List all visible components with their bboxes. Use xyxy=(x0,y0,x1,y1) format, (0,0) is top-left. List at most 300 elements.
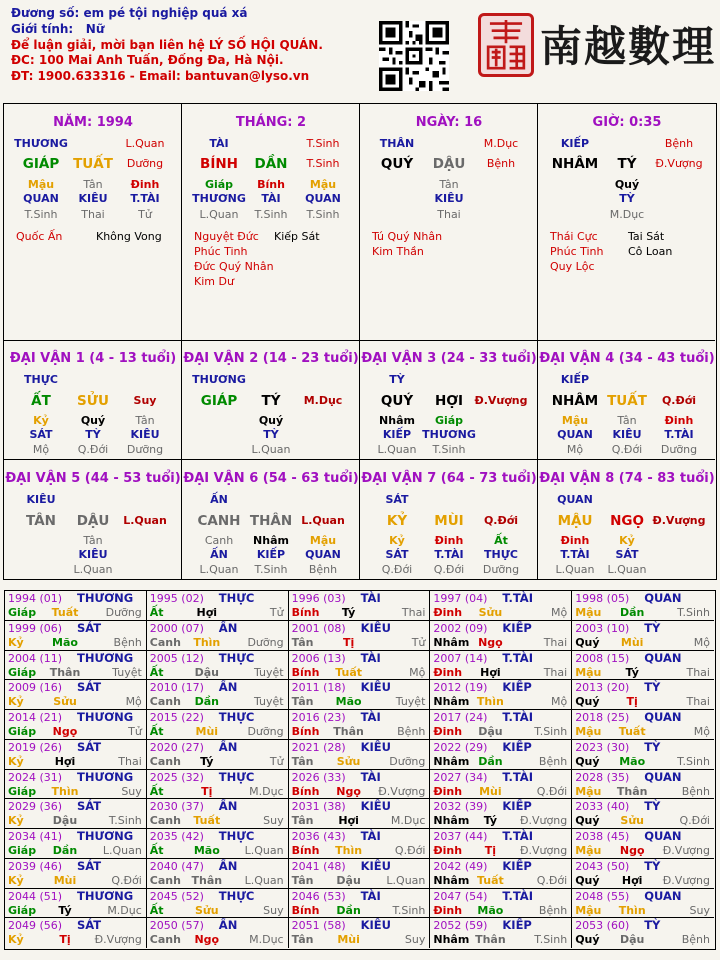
pillar-stem: QUÝ xyxy=(380,156,414,172)
luck-god: KIÊU xyxy=(26,493,56,506)
contact-invite: Để luận giải, mời bạn liên hệ LÝ SỐ HỘI QUÁN. xyxy=(11,37,323,52)
annual-pillar-cell xyxy=(289,680,431,710)
year-stem: Ất xyxy=(149,606,164,619)
hidden-god: KIẾP xyxy=(256,548,286,561)
year-stem: Đinh xyxy=(433,665,463,679)
hidden-stage: Q.Đới xyxy=(77,443,109,456)
annual-pillar-cell xyxy=(289,710,431,740)
year-stem: Giáp xyxy=(8,844,37,857)
hidden-stem: Nhâm xyxy=(379,414,415,427)
year-label: 2023 (30) xyxy=(575,740,630,754)
annual-pillar-cell xyxy=(289,859,431,889)
year-stem: Canh xyxy=(149,933,181,947)
luck-branch: NGỌ xyxy=(610,513,644,529)
pillar-god-right: Bệnh xyxy=(664,137,694,150)
luck-pillar-1 xyxy=(4,341,182,460)
annual-pillar-cell xyxy=(572,621,714,651)
year-stem: Giáp xyxy=(8,903,37,917)
year-ten-god: QUAN xyxy=(644,650,682,665)
hidden-god: QUAN xyxy=(557,428,593,441)
year-stem: Ất xyxy=(149,844,164,857)
annual-pillar-cell xyxy=(5,740,147,770)
annual-pillar-cell xyxy=(147,621,289,651)
hidden-stage: Dưỡng xyxy=(482,563,520,576)
year-stem: Mậu xyxy=(575,844,602,857)
year-stem: Giáp xyxy=(8,725,37,738)
year-branch: Mùi xyxy=(337,933,360,947)
year-branch: Tị xyxy=(342,635,355,649)
year-ten-god: KIÊU xyxy=(360,680,391,695)
year-branch: Tuất xyxy=(335,665,362,679)
year-ten-god: T.TÀI xyxy=(502,888,533,903)
year-label: 2033 (40) xyxy=(575,800,630,814)
luck-stage: L.Quan xyxy=(301,514,345,527)
year-branch: Dậu xyxy=(194,665,219,679)
year-branch: Sửu xyxy=(336,754,361,768)
star-bad: Tai Sát xyxy=(628,230,665,243)
year-ten-god: ẤN xyxy=(218,918,238,933)
luck-branch: HỢI xyxy=(434,393,464,409)
luck-stage: Q.Đới xyxy=(483,514,519,527)
year-stem: Mậu xyxy=(575,725,602,738)
year-stage: Dưỡng xyxy=(247,725,284,738)
year-stem: Quý xyxy=(575,814,600,828)
brand-logo-text: 南越數理 xyxy=(540,22,717,71)
year-stage: Q.Đới xyxy=(679,814,710,828)
year-stem: Bính xyxy=(291,903,320,917)
hidden-god: SÁT xyxy=(385,548,409,561)
year-branch: Mão xyxy=(52,635,78,649)
year-ten-god: SÁT xyxy=(77,918,102,933)
hidden-stem: Quý xyxy=(614,178,640,191)
hidden-stem: Tân xyxy=(83,534,103,547)
year-stage: Suy xyxy=(689,903,710,917)
year-stage: Tử xyxy=(269,754,284,768)
luck-god: THƯƠNG xyxy=(192,373,246,386)
annual-pillar-cell xyxy=(430,829,572,859)
year-stem: Tân xyxy=(291,873,314,887)
year-ten-god: THỰC xyxy=(218,888,255,903)
year-stage: Tuyệt xyxy=(112,665,142,679)
year-label: 2017 (24) xyxy=(433,711,488,724)
year-ten-god: T.TÀI xyxy=(502,650,533,665)
year-branch: Tị xyxy=(201,784,213,798)
luck-title: ĐẠI VẬN 8 (74 - 83 tuổi) xyxy=(539,471,715,486)
annual-pillar-cell xyxy=(572,740,714,770)
luck-title: ĐẠI VẬN 7 (64 - 73 tuổi) xyxy=(361,471,537,486)
year-label: 2022 (29) xyxy=(433,740,488,754)
hidden-stage: L.Quan xyxy=(199,563,239,576)
year-stem: Đinh xyxy=(433,606,463,619)
year-stem: Mậu xyxy=(575,606,602,619)
hidden-stem: Tân xyxy=(439,178,459,191)
year-stem: Quý xyxy=(575,635,600,649)
annual-pillar-cell xyxy=(572,710,714,740)
year-branch: Dần xyxy=(194,695,219,709)
year-ten-god: THỰC xyxy=(218,650,255,665)
year-stage: Dưỡng xyxy=(105,606,142,619)
hidden-stem: Canh xyxy=(204,534,234,547)
hidden-stage: T.Sinh xyxy=(432,443,466,456)
luck-stem: CANH xyxy=(197,513,241,529)
annual-pillar-cell xyxy=(147,799,289,829)
year-branch: Thân xyxy=(333,725,364,738)
pillar-title: THÁNG: 2 xyxy=(235,115,307,130)
year-stem: Canh xyxy=(149,814,181,828)
year-ten-god: TÀI xyxy=(360,650,381,665)
year-label: 2048 (55) xyxy=(575,889,630,903)
hidden-god: SÁT xyxy=(29,428,53,441)
year-label: 2012 (19) xyxy=(433,681,488,695)
luck-pillar-8 xyxy=(538,460,715,579)
year-stem: Mậu xyxy=(575,665,602,679)
year-branch: Sửu xyxy=(53,695,77,709)
year-ten-god: KIÊU xyxy=(360,620,391,635)
luck-pillar-3 xyxy=(360,341,538,460)
year-branch: Dậu xyxy=(336,873,361,887)
annual-pillar-cell xyxy=(5,889,147,919)
year-stem: Canh xyxy=(149,754,181,768)
pillar-god-left: THÂN xyxy=(379,137,415,150)
luck-stage: Đ.Vượng xyxy=(652,514,706,527)
hidden-stage: M.Dục xyxy=(609,208,645,221)
year-label: 2039 (46) xyxy=(8,859,63,873)
year-stage: T.Sinh xyxy=(392,903,426,917)
annual-pillar-cell xyxy=(5,621,147,651)
year-stage: Q.Đới xyxy=(111,873,142,887)
year-stem: Tân xyxy=(291,933,314,947)
year-stage: Thai xyxy=(543,665,568,679)
year-branch: Thìn xyxy=(335,844,363,857)
year-branch: Ngọ xyxy=(619,844,645,857)
year-branch: Ngọ xyxy=(336,784,361,798)
year-ten-god: T.TÀI xyxy=(502,710,533,724)
annual-pillar-cell xyxy=(430,740,572,770)
year-stage: T.Sinh xyxy=(677,754,710,768)
year-stem: Nhâm xyxy=(433,814,470,828)
year-label: 2052 (59) xyxy=(433,919,488,933)
year-stem: Giáp xyxy=(8,606,37,619)
year-label: 2031 (38) xyxy=(291,800,346,814)
year-branch: Tý xyxy=(58,903,72,917)
annual-pillar-cell xyxy=(5,591,147,621)
year-stage: M.Dục xyxy=(107,903,142,917)
year-stem: Canh xyxy=(149,635,181,649)
year-label: 2043 (50) xyxy=(575,859,630,873)
year-ten-god: SÁT xyxy=(77,739,102,754)
year-ten-god: KIÊU xyxy=(360,918,391,933)
year-stem: Đinh xyxy=(433,725,463,738)
hidden-god: KIÊU xyxy=(78,192,108,205)
year-label: 2029 (36) xyxy=(8,800,63,814)
hidden-god: SÁT xyxy=(615,548,639,561)
luck-stem: NHÂM xyxy=(551,393,599,409)
year-ten-god: KIẾP xyxy=(502,799,532,814)
year-branch: Thìn xyxy=(476,695,504,709)
annual-pillar-cell xyxy=(147,918,289,948)
hidden-stem: Đinh xyxy=(560,534,590,547)
hidden-god: KIÊU xyxy=(612,428,642,441)
hidden-stage: L.Quan xyxy=(607,563,647,576)
year-stage: Bệnh xyxy=(681,784,710,798)
year-stage: Bệnh xyxy=(538,903,568,917)
year-ten-god: QUAN xyxy=(644,591,682,605)
year-label: 2019 (26) xyxy=(8,740,63,754)
luck-god: THỰC xyxy=(24,373,58,386)
hidden-stage: Dưỡng xyxy=(660,443,698,456)
pillar-stem: GIÁP xyxy=(22,156,60,172)
annual-pillar-cell xyxy=(572,799,714,829)
year-stage: Dưỡng xyxy=(247,635,284,649)
year-ten-god: THỰC xyxy=(218,591,255,605)
annual-pillar-cell xyxy=(5,799,147,829)
luck-branch: TUẤT xyxy=(607,393,647,409)
pillar-title: NGÀY: 16 xyxy=(415,115,483,130)
year-branch: Mùi xyxy=(53,873,77,887)
year-stage: Suy xyxy=(404,933,426,947)
year-branch: Ngọ xyxy=(478,635,503,649)
hidden-stage: Tử xyxy=(138,208,152,221)
year-label: 2026 (33) xyxy=(291,770,346,784)
hidden-stem: Mậu xyxy=(561,414,589,427)
year-stem: Tân xyxy=(291,754,314,768)
year-stage: Đ.Vượng xyxy=(94,933,142,947)
pillar-title: GIỜ: 0:35 xyxy=(592,115,662,130)
year-stage: Bệnh xyxy=(681,933,710,947)
hidden-god: TỲ xyxy=(619,192,635,205)
year-branch: Mão xyxy=(477,903,504,917)
luck-god: ẤN xyxy=(210,493,228,506)
year-branch: Mùi xyxy=(479,784,502,798)
year-label: 2004 (11) xyxy=(8,651,63,665)
year-stage: Thai xyxy=(401,606,426,619)
hidden-stem: Bính xyxy=(257,178,285,191)
year-stage: T.Sinh xyxy=(677,606,710,619)
year-stage: Q.Đới xyxy=(394,844,426,857)
four-pillars-grid xyxy=(3,103,717,580)
year-ten-god: TỲ xyxy=(644,918,661,933)
hidden-stage: T.Sinh xyxy=(306,208,340,221)
luck-pillar-2 xyxy=(182,341,360,460)
luck-pillar-5 xyxy=(4,460,182,579)
hidden-god: THƯƠNG xyxy=(192,192,246,205)
year-label: 2051 (58) xyxy=(291,919,346,933)
year-branch: Dậu xyxy=(478,725,503,738)
year-stem: Quý xyxy=(575,695,600,709)
pillar-month xyxy=(182,104,360,341)
year-ten-god: T.TÀI xyxy=(502,829,533,843)
year-ten-god: ẤN xyxy=(218,799,238,814)
annual-pillar-cell xyxy=(289,770,431,800)
hidden-stem: Kỷ xyxy=(619,534,635,547)
year-branch: Mão xyxy=(193,844,220,857)
annual-pillar-cell xyxy=(5,710,147,740)
annual-pillar-cell xyxy=(572,591,714,621)
star-bad: Cô Loan xyxy=(628,245,673,258)
year-stage: Mộ xyxy=(693,635,710,649)
year-stage: T.Sinh xyxy=(108,814,142,828)
year-branch: Thìn xyxy=(618,903,646,917)
pillar-hour xyxy=(538,104,715,341)
year-label: 2003 (10) xyxy=(575,621,630,635)
pillar-stage: Đ.Vượng xyxy=(655,157,703,170)
star-bad: Không Vong xyxy=(96,230,162,243)
annual-pillar-cell xyxy=(5,680,147,710)
year-ten-god: THƯƠNG xyxy=(77,710,134,724)
year-ten-god: SÁT xyxy=(77,620,102,635)
pillar-title: NĂM: 1994 xyxy=(53,115,133,130)
year-ten-god: TỲ xyxy=(644,799,661,814)
annual-pillar-cell xyxy=(430,918,572,948)
year-stage: Suy xyxy=(121,784,142,798)
hidden-stem: Đinh xyxy=(130,178,160,191)
annual-pillar-cell xyxy=(430,710,572,740)
luck-title: ĐẠI VẬN 1 (4 - 13 tuổi) xyxy=(9,351,177,366)
year-stage: Bệnh xyxy=(113,635,142,649)
year-stage: M.Dục xyxy=(249,933,284,947)
pillar-god-right: L.Quan xyxy=(125,137,165,150)
year-stem: Mậu xyxy=(575,784,602,798)
year-branch: Dần xyxy=(52,844,78,857)
hidden-god: T.TÀI xyxy=(664,428,694,441)
hidden-stem: Giáp xyxy=(434,414,464,427)
pillar-stem: NHÂM xyxy=(551,156,599,172)
hidden-stage: L.Quan xyxy=(555,563,595,576)
luck-stem: MẬU xyxy=(557,513,593,529)
hidden-god: KIÊU xyxy=(78,548,108,561)
star-good: Thái Cực xyxy=(550,230,598,243)
year-branch: Tý xyxy=(483,814,498,828)
year-branch: Hợi xyxy=(196,606,218,619)
year-ten-god: THƯƠNG xyxy=(77,888,134,903)
year-ten-god: SÁT xyxy=(77,858,102,873)
year-stage: Đ.Vượng xyxy=(662,873,710,887)
year-ten-god: ẤN xyxy=(218,739,238,754)
year-stage: Đ.Vượng xyxy=(519,814,568,828)
luck-title: ĐẠI VẬN 6 (54 - 63 tuổi) xyxy=(183,471,359,486)
year-stage: Mộ xyxy=(125,695,142,709)
year-stem: Canh xyxy=(149,873,181,887)
hidden-stem: Kỷ xyxy=(33,414,49,427)
annual-pillar-cell xyxy=(572,651,714,681)
annual-pillar-cell xyxy=(147,889,289,919)
year-ten-god: QUAN xyxy=(644,710,682,724)
year-ten-god: THƯƠNG xyxy=(77,829,134,843)
annual-pillar-cell xyxy=(430,859,572,889)
qr-code-icon[interactable] xyxy=(379,21,449,91)
annual-pillar-cell xyxy=(430,680,572,710)
year-stage: M.Dục xyxy=(249,784,284,798)
phone-email: ĐT: 1900.633316 - Email: bantuvan@lyso.vn xyxy=(11,69,310,84)
year-ten-god: THỰC xyxy=(218,769,255,784)
luck-title: ĐẠI VẬN 5 (44 - 53 tuổi) xyxy=(5,471,181,486)
year-stem: Mậu xyxy=(575,903,602,917)
annual-pillar-cell xyxy=(572,770,714,800)
annual-pillar-cell xyxy=(430,651,572,681)
year-ten-god: ẤN xyxy=(218,680,238,695)
year-stem: Đinh xyxy=(433,903,463,917)
year-branch: Dậu xyxy=(52,814,78,828)
year-stem: Bính xyxy=(291,606,320,619)
hidden-god: THỰC xyxy=(484,548,518,561)
year-branch: Hợi xyxy=(480,665,501,679)
year-branch: Thân xyxy=(49,665,81,679)
year-ten-god: QUAN xyxy=(644,888,682,903)
year-ten-god: TÀI xyxy=(360,591,381,605)
luck-branch: SỬU xyxy=(77,393,109,409)
annual-pillar-cell xyxy=(147,591,289,621)
luck-stage: Q.Đới xyxy=(661,394,697,407)
year-stage: Suy xyxy=(263,814,284,828)
luck-stem: KỶ xyxy=(386,513,408,529)
year-branch: Hợi xyxy=(621,873,643,887)
star-good: Kim Thần xyxy=(372,245,424,258)
annual-pillar-cell xyxy=(289,829,431,859)
year-stem: Tân xyxy=(291,814,314,828)
pillar-god-left: KIẾP xyxy=(560,137,590,150)
hidden-stage: T.Sinh xyxy=(24,208,58,221)
year-label: 2009 (16) xyxy=(8,681,63,695)
luck-stage: Đ.Vượng xyxy=(474,394,528,407)
year-branch: Ngọ xyxy=(194,933,220,947)
annual-pillar-cell xyxy=(5,829,147,859)
year-stem: Bính xyxy=(291,725,320,738)
year-stage: Thai xyxy=(686,695,710,709)
hidden-stem: Tân xyxy=(83,178,103,191)
year-branch: Tuất xyxy=(618,725,646,738)
year-ten-god: TÀI xyxy=(360,888,381,903)
annual-pillar-cell xyxy=(5,770,147,800)
pillar-god-left: TÀI xyxy=(209,137,229,150)
luck-stage: L.Quan xyxy=(123,514,167,527)
year-ten-god: TỲ xyxy=(644,620,661,635)
hidden-stage: Thai xyxy=(81,208,105,221)
hidden-god: THƯƠNG xyxy=(422,428,476,441)
year-branch: Thân xyxy=(616,784,648,798)
year-stem: Quý xyxy=(575,933,600,947)
year-stage: Đ.Vượng xyxy=(519,844,568,857)
annual-pillar-cell xyxy=(147,770,289,800)
year-stage: Tuyệt xyxy=(253,665,284,679)
annual-pillar-cell xyxy=(5,859,147,889)
year-label: 2036 (43) xyxy=(291,830,346,843)
year-ten-god: QUAN xyxy=(644,829,682,843)
hidden-god: TỲ xyxy=(85,428,101,441)
annual-pillar-cell xyxy=(430,591,572,621)
year-ten-god: KIẾP xyxy=(502,620,532,635)
luck-pillar-7 xyxy=(360,460,538,579)
year-stage: Tuyệt xyxy=(395,695,426,709)
year-ten-god: KIẾP xyxy=(502,739,532,754)
hidden-stage: Mộ xyxy=(32,443,50,456)
year-stem: Bính xyxy=(291,784,320,798)
year-ten-god: T.TÀI xyxy=(502,591,533,605)
year-label: 2016 (23) xyxy=(291,711,346,724)
year-label: 1998 (05) xyxy=(575,592,630,605)
year-stage: Tử xyxy=(411,635,426,649)
year-stem: Kỷ xyxy=(8,814,24,828)
year-stem: Đinh xyxy=(433,784,463,798)
year-label: 1999 (06) xyxy=(8,621,63,635)
year-label: 2032 (39) xyxy=(433,800,488,814)
luck-title: ĐẠI VẬN 4 (34 - 43 tuổi) xyxy=(539,351,715,366)
year-ten-god: KIẾP xyxy=(502,918,532,933)
year-ten-god: TÀI xyxy=(360,829,381,843)
year-stage: Tử xyxy=(128,725,142,738)
year-label: 2037 (44) xyxy=(433,830,488,843)
star-good: Đức Quý Nhân xyxy=(194,260,274,273)
year-branch: Tý xyxy=(341,606,356,619)
